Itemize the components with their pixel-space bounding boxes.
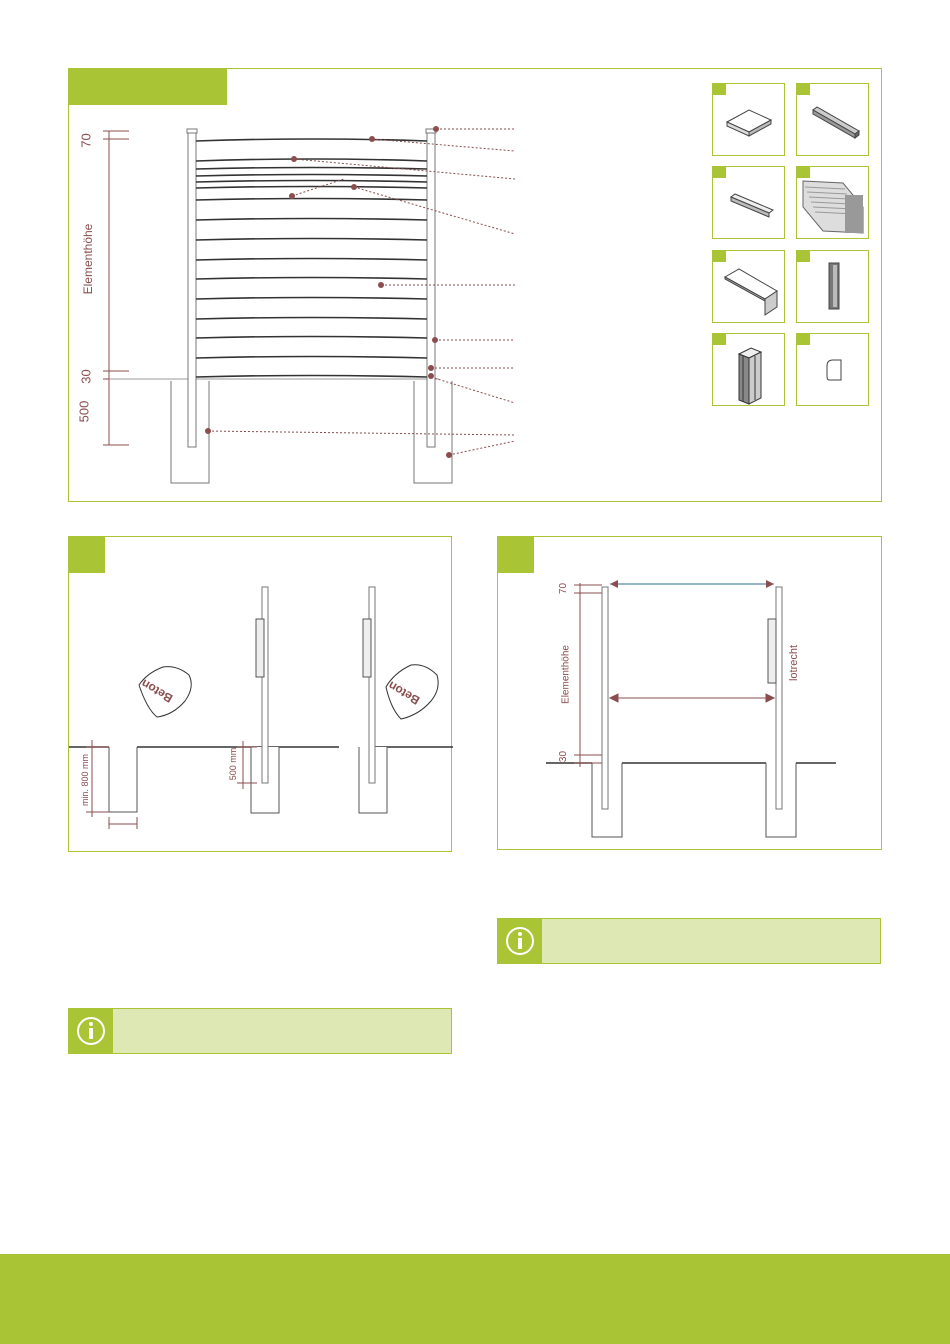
rail-profile-icon <box>797 84 868 155</box>
step-a-post-depth-label: 500 mm <box>228 747 238 781</box>
u-profile-icon <box>797 251 868 322</box>
panel-board-icon <box>797 167 868 238</box>
overview-dim-bottom: 30 <box>78 369 94 384</box>
bag-label-right: Beton <box>385 678 423 708</box>
post-cap-icon <box>713 84 784 155</box>
info-icon-panel <box>498 919 542 963</box>
step-b-dim-bottom: 30 <box>558 750 570 763</box>
overview-dim-top: 70 <box>78 133 94 148</box>
part-start-board <box>712 250 785 323</box>
step-b-frame <box>497 536 882 850</box>
overview-frame <box>68 68 882 502</box>
part-post-cap <box>712 83 785 156</box>
start-board-icon <box>713 251 784 322</box>
part-post <box>712 333 785 406</box>
step-b-plumb-label: lotrecht <box>788 644 800 682</box>
info-icon <box>498 919 542 963</box>
part-clip <box>796 333 869 406</box>
step-b-drawing <box>498 537 883 851</box>
step-a-drawing <box>69 537 453 853</box>
part-rail-profile <box>796 83 869 156</box>
part-end-profile <box>712 166 785 239</box>
part-u-profile <box>796 250 869 323</box>
step-a-frame <box>68 536 452 852</box>
overview-dim-depth: 500 <box>76 400 92 423</box>
page-footer-band <box>0 1254 950 1344</box>
clip-icon <box>797 334 868 405</box>
step-b-dim-height: Elementhöhe <box>560 645 572 704</box>
info-icon-panel <box>69 1009 113 1053</box>
overview-dim-height: Elementhöhe <box>81 223 95 295</box>
end-profile-icon <box>713 167 784 238</box>
info-box-left <box>68 1008 452 1054</box>
step-a-depth-label: min. 800 mm <box>80 754 90 807</box>
part-panel-board <box>796 166 869 239</box>
info-icon <box>69 1009 113 1053</box>
post-icon <box>713 334 784 405</box>
step-b-dim-top: 70 <box>558 582 570 595</box>
info-box-right <box>497 918 881 964</box>
bag-label-left: Beton <box>138 676 176 706</box>
